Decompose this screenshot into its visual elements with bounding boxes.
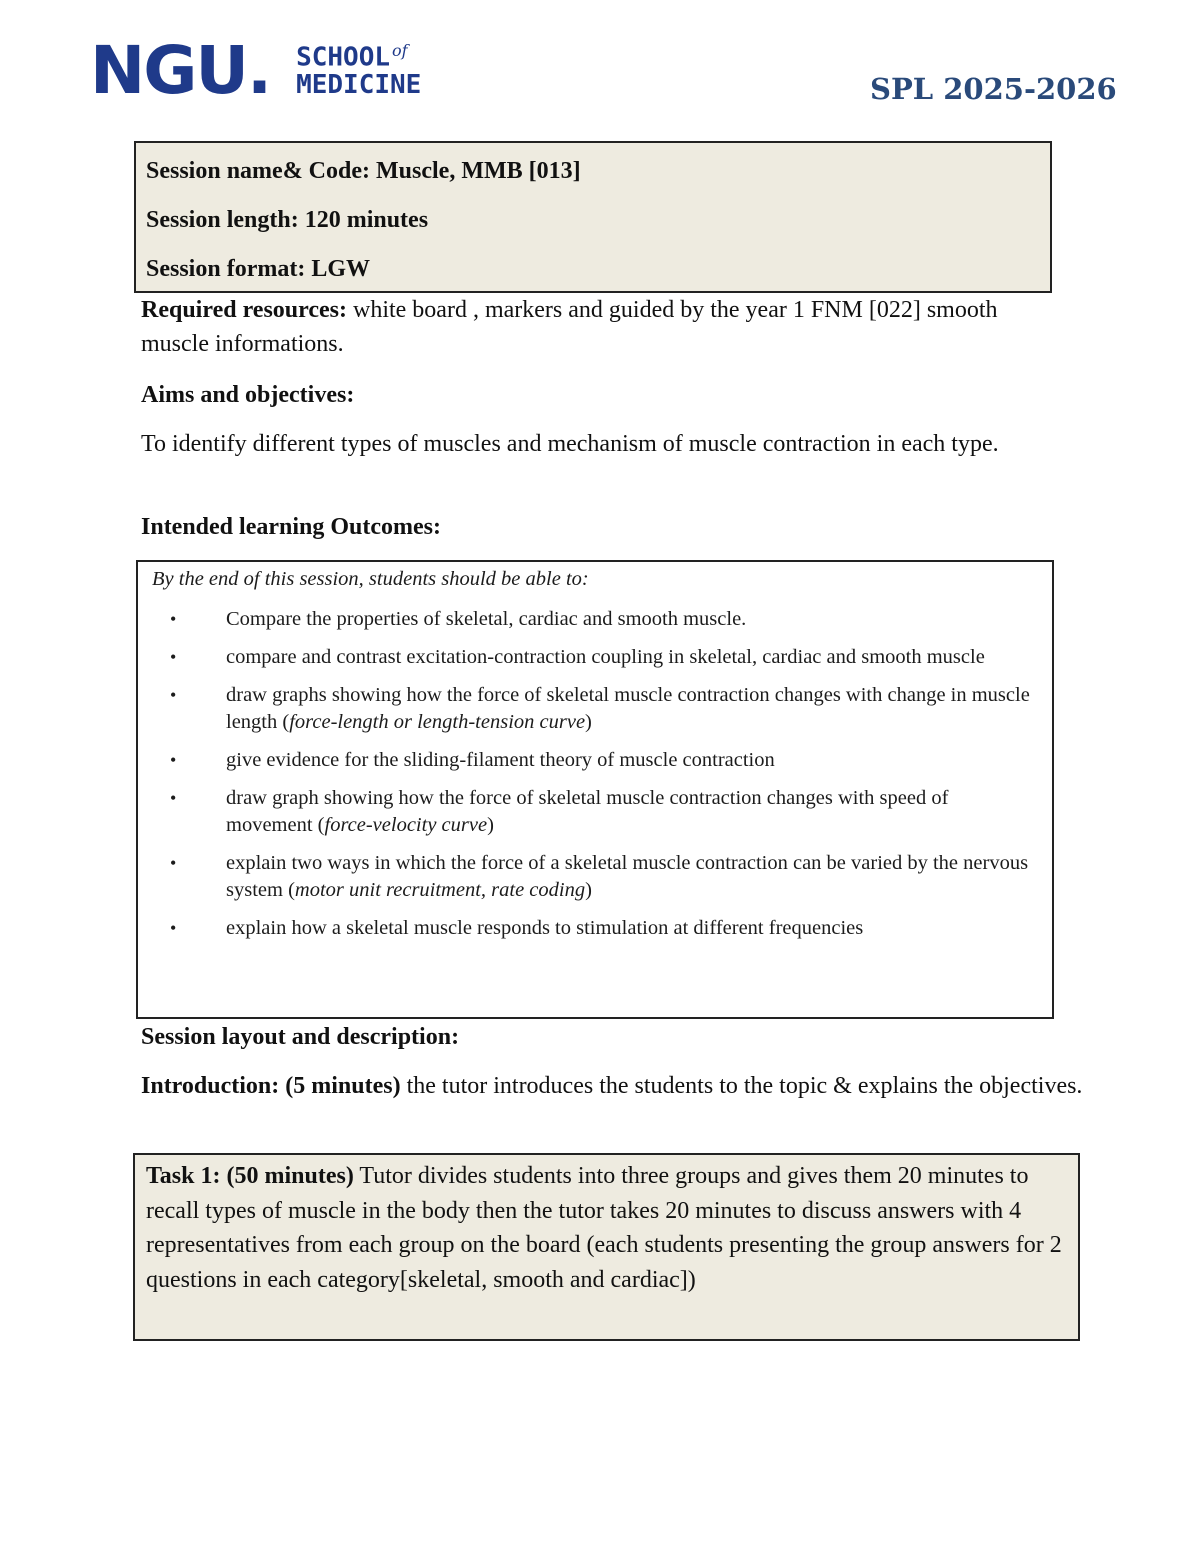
bullet-icon: • bbox=[170, 750, 177, 770]
outcome-text: give evidence for the sliding-filament theory of muscle contraction bbox=[226, 749, 775, 771]
aims-heading: Aims and objectives: bbox=[141, 382, 355, 408]
session-info-box bbox=[134, 141, 1052, 293]
outcome-tail: ) bbox=[585, 879, 592, 901]
outcome-text: draw graph showing how the force of skeletal muscle contraction changes with speed of movement ( bbox=[226, 787, 949, 836]
logo-of-word: of bbox=[392, 40, 408, 60]
outcome-text: explain two ways in which the force of a skeletal muscle contraction can be varied by the nervous system ( bbox=[226, 852, 1029, 901]
document-year-label: SPL 2025-2026 bbox=[870, 72, 1117, 106]
outcome-emphasis: force-length or length-tension curve bbox=[289, 711, 586, 733]
outcome-item bbox=[152, 747, 1038, 774]
outcome-item bbox=[152, 606, 1038, 633]
logo-school-word: SCHOOL bbox=[296, 42, 390, 73]
required-resources-label: Required resources: bbox=[141, 297, 347, 323]
session-format: Session format: LGW bbox=[146, 256, 370, 282]
outcome-emphasis: motor unit recruitment, rate coding bbox=[294, 879, 586, 901]
logo-school-text bbox=[296, 40, 422, 100]
outcome-tail: ) bbox=[585, 711, 592, 733]
outcome-text: compare and contrast excitation-contraction coupling in skeletal, cardiac and smooth muscle bbox=[226, 646, 985, 668]
layout-heading: Session layout and description: bbox=[141, 1024, 460, 1050]
bullet-icon: • bbox=[170, 609, 177, 629]
logo-mark: NGU. bbox=[90, 32, 271, 109]
introduction-text: the tutor introduces the students to the topic & explains the objectives. bbox=[400, 1073, 1083, 1099]
introduction-label: Introduction: (5 minutes) bbox=[141, 1073, 401, 1099]
bullet-icon: • bbox=[170, 853, 177, 873]
bullet-icon: • bbox=[170, 788, 177, 808]
bullet-icon: • bbox=[170, 685, 177, 705]
outcome-item bbox=[152, 850, 1038, 904]
required-resources-text: white board , markers and guided by the year 1 FNM [022] smooth muscle informations. bbox=[141, 297, 998, 357]
task-1-text: Tutor divides students into three groups and gives them 20 minutes to recall types of muscle in the body then the tutor takes 20 minutes to discuss answers with 4 representatives from each group on the board (each students presenting the group answers for 2 questions in each category[skeletal, smooth and cardiac]) bbox=[146, 1163, 1062, 1293]
outcome-tail: ) bbox=[487, 814, 494, 836]
logo-medicine-word: MEDICINE bbox=[296, 69, 422, 100]
outcome-emphasis: force-velocity curve bbox=[324, 814, 488, 836]
task-1-box bbox=[133, 1153, 1080, 1341]
outcome-text: draw graphs showing how the force of skeletal muscle contraction changes with change in muscle length ( bbox=[226, 684, 1030, 733]
outcome-item bbox=[152, 785, 1038, 839]
outcome-item bbox=[152, 682, 1038, 736]
learning-outcomes-box bbox=[136, 560, 1054, 1019]
outcome-item bbox=[152, 915, 1038, 942]
introduction-paragraph bbox=[141, 1069, 1111, 1103]
bullet-icon: • bbox=[170, 647, 177, 667]
outcome-item bbox=[152, 644, 1038, 671]
required-resources bbox=[141, 293, 1061, 361]
session-name-code: Session name& Code: Muscle, MMB [013] bbox=[146, 158, 581, 184]
ngu-logo bbox=[90, 32, 422, 109]
task-1-label: Task 1: (50 minutes) bbox=[146, 1163, 354, 1189]
outcomes-intro: By the end of this session, students should be able to: bbox=[152, 568, 589, 590]
outcome-text: Compare the properties of skeletal, cardiac and smooth muscle. bbox=[226, 608, 747, 630]
bullet-icon: • bbox=[170, 918, 177, 938]
outcome-text: explain how a skeletal muscle responds to stimulation at different frequencies bbox=[226, 917, 864, 939]
outcomes-heading: Intended learning Outcomes: bbox=[141, 514, 441, 540]
aims-text: To identify different types of muscles and mechanism of muscle contraction in each type. bbox=[141, 431, 999, 457]
session-length: Session length: 120 minutes bbox=[146, 207, 429, 233]
outcomes-list bbox=[152, 606, 1038, 942]
